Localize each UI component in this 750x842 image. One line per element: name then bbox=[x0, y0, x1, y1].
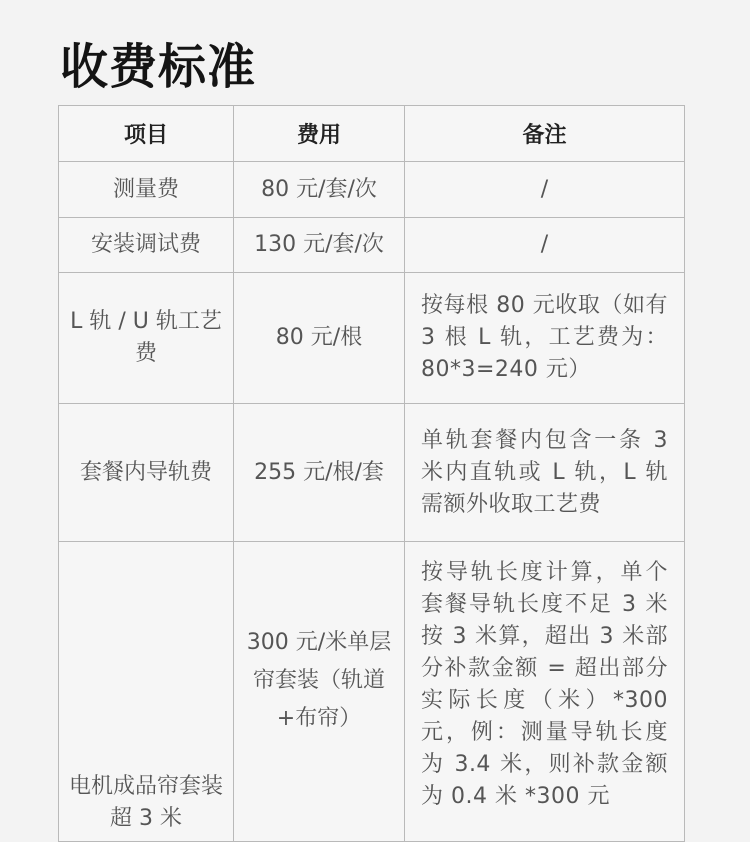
table-row bbox=[59, 273, 685, 404]
item-cell: L 轨 / U 轨工艺费 bbox=[59, 273, 234, 404]
page-title: 收费标准 bbox=[60, 39, 257, 95]
note-cell: 按每根 80 元收取（如有 3 根 L 轨，工艺费为：80*3=240 元） bbox=[405, 273, 685, 404]
fee-cell: 80 元/根 bbox=[234, 273, 405, 404]
note-cell: 按导轨长度计算，单个套餐导轨长度不足 3 米按 3 米算，超出 3 米部分补款金额 = 超出部分实际长度（米）*300 元，例：测量导轨长度为 3.4 米，则补款金额为 0.4 米 *300 元 bbox=[405, 542, 685, 842]
fee-table bbox=[58, 105, 685, 842]
item-cell: 套餐内导轨费 bbox=[59, 404, 234, 542]
fee-cell: 300 元/米单层帘套装（轨道+布帘） bbox=[234, 542, 405, 842]
note-cell: / bbox=[405, 218, 685, 273]
column-header-fee: 费用 bbox=[234, 106, 405, 162]
item-cell: 安装调试费 bbox=[59, 218, 234, 273]
table-row bbox=[59, 404, 685, 542]
item-cell: 测量费 bbox=[59, 162, 234, 218]
note-cell: 单轨套餐内包含一条 3 米内直轨或 L 轨，L 轨需额外收取工艺费 bbox=[405, 404, 685, 542]
item-cell bbox=[59, 542, 234, 842]
table-row bbox=[59, 542, 685, 842]
table-row bbox=[59, 162, 685, 218]
fee-cell: 255 元/根/套 bbox=[234, 404, 405, 542]
fee-cell: 130 元/套/次 bbox=[234, 218, 405, 273]
column-header-item: 项目 bbox=[59, 106, 234, 162]
note-cell: / bbox=[405, 162, 685, 218]
table-header-row bbox=[59, 106, 685, 162]
fee-cell: 80 元/套/次 bbox=[234, 162, 405, 218]
column-header-note: 备注 bbox=[405, 106, 685, 162]
table-row bbox=[59, 218, 685, 273]
item-cell-text: 电机成品帘套装超 3 米 bbox=[68, 774, 223, 831]
